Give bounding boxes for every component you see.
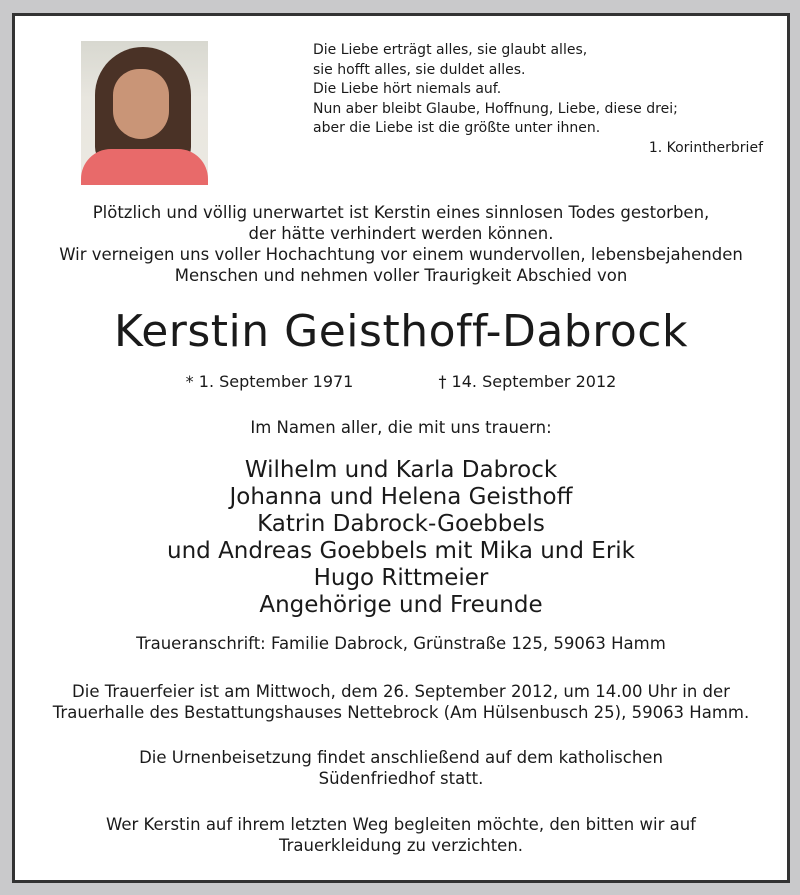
life-dates	[15, 372, 787, 391]
verse-line: Nun aber bleibt Glaube, Hoffnung, Liebe, diese drei;	[313, 100, 678, 117]
verse-line: sie hofft alles, sie duldet alles.	[313, 61, 526, 78]
verse-line: Die Liebe hört niemals auf.	[313, 81, 502, 97]
attire-request	[15, 814, 787, 856]
mourners-intro: Im Namen aller, die mit uns trauern:	[250, 418, 552, 437]
deceased-name: Kerstin Geisthoff-Dabrock	[114, 306, 688, 357]
ceremony-info	[15, 681, 787, 723]
burial-info	[15, 747, 787, 789]
burial-line: Die Urnenbeisetzung findet anschließend auf dem katholischen	[139, 748, 663, 767]
ceremony-line: Trauerhalle des Bestattungshauses Nettebrock (Am Hülsenbusch 25), 59063 Hamm.	[52, 703, 750, 722]
request-line: Wer Kerstin auf ihrem letzten Weg begleiten möchte, den bitten wir auf	[106, 815, 696, 834]
obituary-frame	[12, 13, 790, 883]
portrait-photo	[81, 41, 208, 185]
ceremony-line: Die Trauerfeier ist am Mittwoch, dem 26. September 2012, um 14.00 Uhr in der	[72, 682, 730, 701]
intro-line: Wir verneigen uns voller Hochachtung vor einem wundervollen, lebensbejahenden	[59, 245, 743, 264]
mourner: Katrin Dabrock-Goebbels	[257, 511, 545, 537]
death-date: † 14. September 2012	[438, 372, 617, 391]
verse-source: 1. Korintherbrief	[648, 139, 763, 156]
bible-verse	[313, 41, 763, 158]
mourner: und Andreas Goebbels mit Mika und Erik	[167, 538, 635, 564]
burial-line: Südenfriedhof statt.	[318, 769, 484, 788]
mourner: Wilhelm und Karla Dabrock	[244, 457, 558, 483]
verse-line: Die Liebe erträgt alles, sie glaubt alles,	[313, 42, 588, 58]
request-line: Trauerkleidung zu verzichten.	[278, 836, 524, 855]
mourning-address: Traueranschrift: Familie Dabrock, Grünstraße 125, 59063 Hamm	[136, 634, 666, 653]
intro-text	[15, 202, 787, 286]
intro-line: Plötzlich und völlig unerwartet ist Kerstin eines sinnlosen Todes gestorben,	[92, 203, 710, 222]
mourner: Hugo Rittmeier	[313, 565, 489, 591]
intro-line: Menschen und nehmen voller Traurigkeit Abschied von	[174, 266, 628, 285]
mourners-list	[15, 457, 787, 619]
birth-date: * 1. September 1971	[185, 372, 354, 391]
intro-line: der hätte verhindert werden können.	[248, 224, 554, 243]
mourner: Angehörige und Freunde	[259, 592, 543, 618]
mourner: Johanna und Helena Geisthoff	[229, 484, 573, 510]
verse-line: aber die Liebe ist die größte unter ihnen.	[313, 120, 601, 136]
